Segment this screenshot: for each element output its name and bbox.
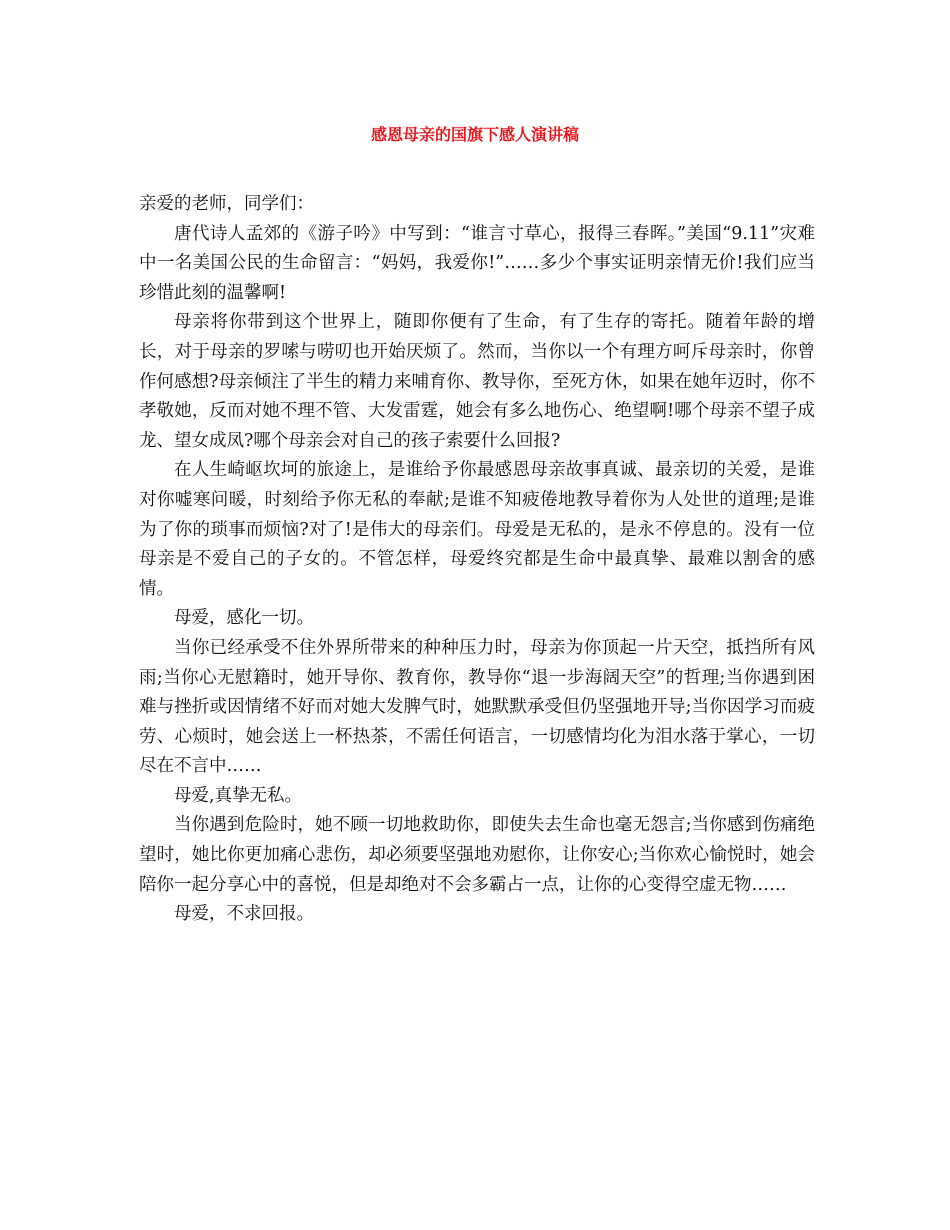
paragraph: 唐代诗人孟郊的《游子吟》中写到：“谁言寸草心，报得三春晖。”美国“9.11”灾难中一名美国公民的生命留言：“妈妈，我爱你!”……多少个事实证明亲情无价!我们应当珍惜此刻的温馨啊! [139,223,815,303]
paragraph: 母爱，感化一切。 [174,608,314,629]
paragraph: 母爱,真挚无私。 [174,785,303,806]
paragraph: 在人生崎岖坎坷的旅途上，是谁给予你最感恩母亲故事真诚、最亲切的关爱，是谁对你嘘寒问暖，时刻给予你无私的奉献;是谁不知疲倦地教导着你为人处世的道理;是谁为了你的琐事而烦恼?对了!是伟大的母亲们。母爱是无私的，是永不停息的。没有一位母亲是不爱自己的子女的。不管怎样，母爱终究都是生命中最真挚、最难以割舍的感情。 [139,460,815,599]
document-body [139,190,815,930]
paragraph: 母爱，不求回报。 [174,904,314,925]
paragraph: 母亲将你带到这个世界上，随即你便有了生命，有了生存的寄托。随着年龄的增长，对于母亲的罗嗦与唠叨也开始厌烦了。然而，当你以一个有理方呵斥母亲时，你曾作何感想?母亲倾注了半生的精力来哺育你、教导你，至死方休，如果在她年迈时，你不孝敬她，反而对她不理不管、大发雷霆，她会有多么地伤心、绝望啊!哪个母亲不望子成龙、望女成凤?哪个母亲会对自己的孩子索要什么回报? [139,312,815,451]
paragraph: 当你遇到危险时，她不顾一切地救助你，即使失去生命也毫无怨言;当你感到伤痛绝望时，她比你更加痛心悲伤，却必须要坚强地劝慰你，让你安心;当你欢心愉悦时，她会陪你一起分享心中的喜悦，但是却绝对不会多霸占一点，让你的心变得空虚无物…… [139,815,815,895]
paragraph: 当你已经承受不住外界所带来的种种压力时，母亲为你顶起一片天空，抵挡所有风雨;当你心无慰籍时，她开导你、教育你，教导你“退一步海阔天空”的哲理;当你遇到困难与挫折或因情绪不好而对她大发脾气时，她默默承受但仍坚强地开导;当你因学习而疲劳、心烦时，她会送上一杯热茶，不需任何语言，一切感情均化为泪水落于掌心，一切尽在不言中…… [139,637,815,777]
document-title: 感恩母亲的国旗下感人演讲稿 [370,125,579,144]
salutation: 亲爱的老师，同学们： [139,194,314,214]
